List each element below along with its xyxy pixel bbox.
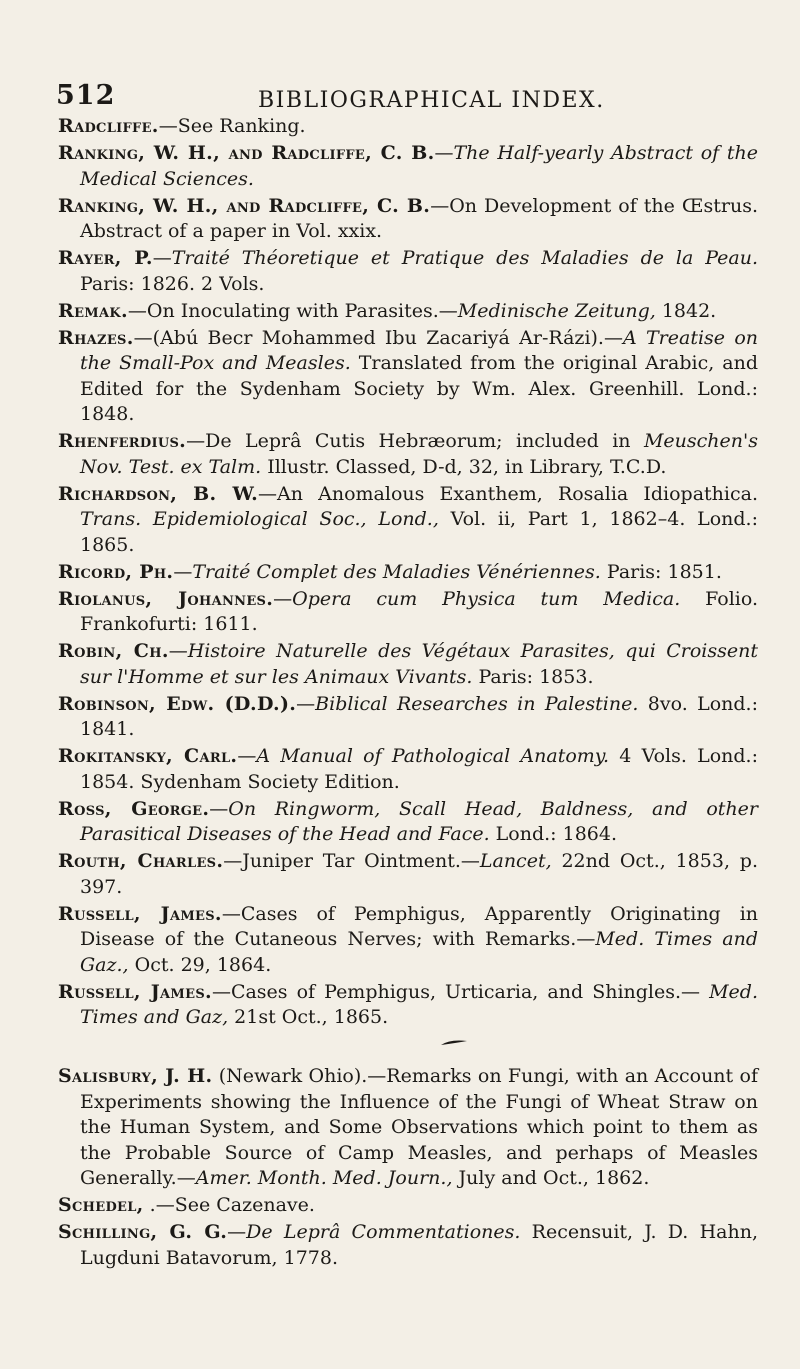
entry-author: Rhenferdius.: [58, 430, 187, 452]
entry-author: Schilling, G. G.: [58, 1221, 228, 1243]
entry-author: Richardson, B. W.: [58, 482, 259, 505]
entry-author: Remak.: [58, 299, 128, 322]
entry-work-title: A Manual of Pathological Anatomy.: [256, 745, 610, 767]
index-entry: [58, 560, 758, 586]
index-entry: [58, 902, 758, 979]
entry-text: —On Inoculating with Parasites.—: [127, 299, 458, 322]
index-entry: [58, 326, 758, 428]
index-entry: [58, 980, 758, 1031]
entry-work-title: Meuschen's Nov. Test. ex Talm.: [80, 430, 758, 478]
entry-author: Rayer, P.: [58, 247, 153, 269]
entry-author: Ross, George.: [58, 797, 210, 820]
entry-details: Oct. 29, 1864.: [128, 953, 272, 976]
entry-author: Ranking, W. H., and Radcliffe, C. B.: [58, 142, 435, 164]
index-entry: [58, 1193, 758, 1219]
entry-details: Lond.: 1864.: [489, 823, 618, 845]
index-entry: [58, 429, 758, 480]
index-entry: [58, 797, 758, 848]
entry-text: —De Leprâ Cutis Hebræorum; included in: [186, 430, 644, 452]
entry-text: —: [209, 797, 229, 820]
entry-details: July and Oct., 1862.: [452, 1167, 650, 1189]
entry-author: Rhazes.: [58, 326, 134, 349]
entry-details: 8vo. Lond.: 1841.: [80, 692, 758, 740]
entry-details: 22nd Oct., 1853, p. 397.: [80, 850, 759, 898]
index-entries: [58, 114, 758, 1273]
entry-text: —Cases of Pemphigus, Urticaria, and Shingles.—: [211, 980, 710, 1003]
entry-text: —An Anomalous Exanthem, Rosalia Idiopathica.: [258, 482, 758, 505]
entry-author: Robinson, Edw. (D.D.).: [58, 692, 297, 715]
entry-work-title: Med. Times and Gaz,: [80, 980, 758, 1028]
entry-text: —(Abú Becr Mohammed Ibu Zacariyá Ar-Rázi).—: [133, 326, 623, 349]
index-entry: [58, 849, 758, 900]
entry-text: —: [227, 1221, 247, 1243]
page-number: 512: [56, 80, 116, 111]
entry-details: 4 Vols. Lond.: 1854. Sydenham Society Edition.: [80, 745, 758, 793]
entry-author: Robin, Ch.: [58, 640, 169, 662]
entry-author: Schedel,: [58, 1194, 144, 1216]
entry-work-title: Traité Complet des Maladies Vénériennes.: [192, 560, 601, 583]
entry-details: Paris: 1851.: [600, 560, 722, 583]
entry-work-title: A Treatise on the Small-Pox and Measles.: [80, 326, 759, 374]
entry-details: Translated from the original Arabic, and Edited for the Sydenham Society by Wm. Alex. Greenhill. Lond.: 1848.: [80, 352, 758, 425]
entry-details: 21st Oct., 1865.: [228, 1006, 389, 1028]
entry-text: —: [173, 560, 193, 583]
entry-work-title: Trans. Epidemiological Soc., Lond.,: [80, 508, 439, 530]
entry-text: —: [168, 640, 188, 662]
entry-text: —See Ranking.: [158, 115, 306, 137]
entry-text: —Juniper Tar Ointment.—: [223, 850, 480, 872]
entry-author: Radcliffe.: [58, 115, 159, 137]
entry-work-title: Opera cum Physica tum Medica.: [292, 587, 681, 610]
entry-work-title: Amer. Month. Med. Journ.,: [195, 1167, 453, 1189]
entry-author: Ranking, W. H., and Radcliffe, C. B.: [58, 194, 431, 217]
entry-details: 1842.: [655, 299, 717, 322]
index-entry: [58, 639, 758, 690]
entry-work-title: Histoire Naturelle des Végétaux Parasites, qui Croissent sur l'Homme et sur les Animaux Vivants.: [80, 640, 758, 688]
entry-details: Recensuit, J. D. Hahn, Lugduni Batavorum, 1778.: [80, 1221, 758, 1269]
entry-text: (Newark Ohio).—Remarks on Fungi, with an Account of Experiments showing the Influence of the Fungi of Wheat Straw on the Human System, and Some Observations which point to them as the Probable Source of Camp Measles, and perhaps of Measles Generally.—: [80, 1065, 758, 1189]
entry-text: —: [273, 587, 293, 610]
index-entry: [58, 246, 758, 297]
entry-work-title: Traité Théoretique et Pratique des Maladies de la Peau.: [171, 247, 758, 269]
entry-author: Routh, Charles.: [58, 850, 224, 872]
entry-text: .—See Cazenave.: [143, 1194, 315, 1216]
entry-text: —On Development of the Œstrus. Abstract of a paper in Vol. xxix.: [80, 194, 759, 242]
entry-author: Ricord, Ph.: [58, 560, 174, 583]
entry-author: Rokitansky, Carl.: [58, 745, 238, 767]
entry-author: Riolanus, Johannes.: [58, 587, 274, 610]
index-entry: [58, 299, 758, 325]
entry-details: Illustr. Classed, D-d, 32, in Library, T.C.D.: [261, 455, 667, 478]
index-entry: [58, 1220, 758, 1271]
entry-work-title: Medinische Zeitung,: [457, 299, 656, 322]
entry-work-title: Biblical Researches in Palestine.: [315, 692, 639, 715]
entry-text: —: [237, 745, 257, 767]
index-entry: [58, 692, 758, 743]
index-entry: [58, 1064, 758, 1192]
running-head: BIBLIOGRAPHICAL INDEX.: [258, 88, 605, 113]
index-entry: [58, 744, 758, 795]
index-entry: [58, 114, 758, 140]
entry-details: Paris: 1853.: [472, 665, 594, 688]
entry-text: —: [296, 692, 316, 715]
index-entry: [58, 482, 758, 559]
entry-text: —Cases of Pemphigus, Apparently Originating in Disease of the Cutaneous Nerves; with Remarks.—: [80, 902, 759, 950]
index-entry: [58, 194, 758, 245]
entry-author: Salisbury, J. H.: [58, 1065, 213, 1087]
entry-text: —: [434, 142, 454, 164]
index-entry: [58, 141, 758, 192]
entry-author: Russell, James.: [58, 980, 212, 1003]
entry-details: Vol. ii, Part 1, 1862–4. Lond.: 1865.: [80, 508, 758, 556]
entry-work-title: Lancet,: [479, 850, 552, 872]
entry-work-title: Med. Times and Gaz.,: [80, 928, 759, 976]
entry-author: Russell, James.: [58, 902, 222, 925]
entry-details: Folio. Frankofurti: 1611.: [80, 587, 758, 635]
entry-work-title: The Half-yearly Abstract of the Medical Sciences.: [80, 142, 758, 190]
entry-text: —: [152, 247, 172, 269]
section-divider: [58, 1032, 758, 1064]
entry-details: Paris: 1826. 2 Vols.: [80, 272, 265, 295]
entry-work-title: On Ringworm, Scall Head, Baldness, and other Parasitical Diseases of the Head and Face.: [80, 797, 759, 845]
ornament-icon: [440, 1038, 468, 1048]
entry-work-title: De Leprâ Commentationes.: [246, 1221, 521, 1243]
index-entry: [58, 587, 758, 638]
